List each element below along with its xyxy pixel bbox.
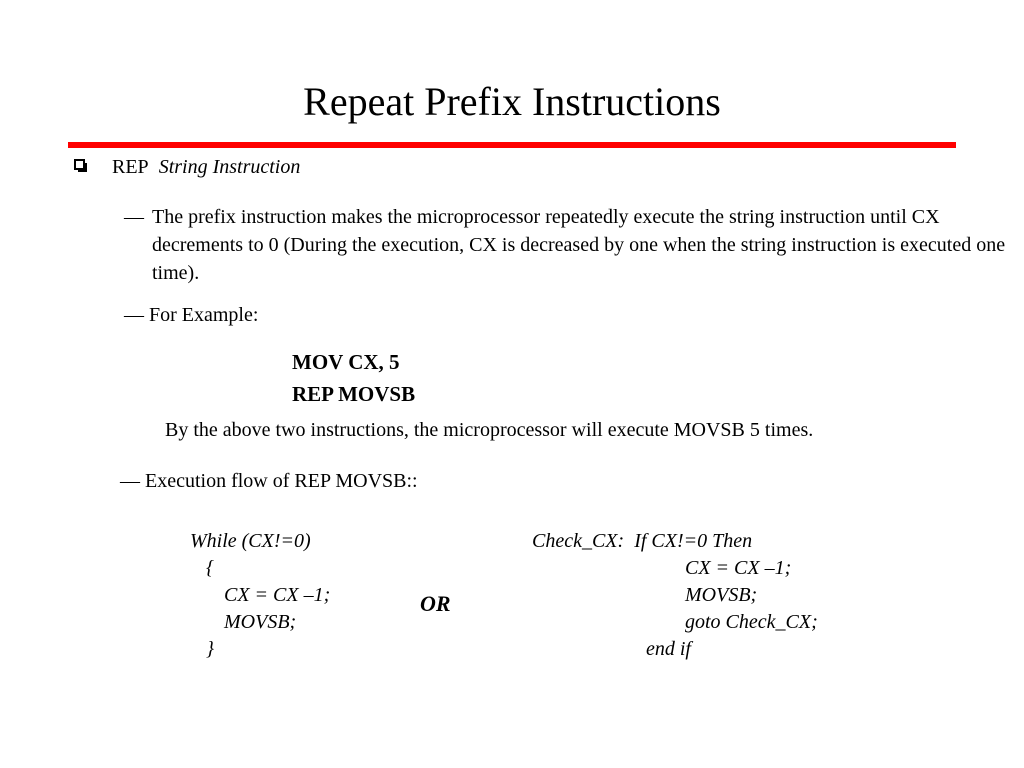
example-heading <box>124 302 258 328</box>
or-separator: OR <box>420 591 451 616</box>
slide-title: Repeat Prefix Instructions <box>303 79 721 124</box>
dash-marker: — <box>124 206 144 228</box>
flow-left-line: While (CX!=0) <box>190 530 311 552</box>
flow-right-line: Check_CX: If CX!=0 Then <box>532 530 753 552</box>
dash-marker: — <box>124 304 144 326</box>
bullet-rep-string-instruction <box>112 154 300 180</box>
flow-right-line: MOVSB; <box>685 584 758 606</box>
flow-left-line: MOVSB; <box>224 611 297 633</box>
description-text: The prefix instruction makes the microprocessor repeatedly execute the string instruction until CX decrements to 0 (During the execution, CX is decreased by one when the string instruction is executed one time). <box>152 206 1006 284</box>
example-note: By the above two instructions, the microprocessor will execute MOVSB 5 times. <box>165 419 814 441</box>
flow-left-line: CX = CX –1; <box>224 584 331 606</box>
bullet-keyword: REP <box>112 156 149 178</box>
bullet-italic-text: String Instruction <box>158 156 301 178</box>
flow-heading <box>120 468 418 494</box>
description-paragraph <box>124 203 1012 287</box>
flow-left-line: } <box>206 638 214 660</box>
flow-right-line: goto Check_CX; <box>685 611 818 633</box>
dash-marker: — <box>120 470 140 492</box>
example-code-line: MOV CX, 5 <box>292 350 400 374</box>
flow-right-line: end if <box>646 638 691 660</box>
flow-left-line: { <box>206 557 214 579</box>
title-underline <box>68 142 956 148</box>
checkbox-bullet-icon <box>74 159 85 170</box>
flow-label: Execution flow of REP MOVSB:: <box>145 470 418 492</box>
flow-right-line: CX = CX –1; <box>685 557 792 579</box>
example-label: For Example: <box>149 304 259 326</box>
example-code-line: REP MOVSB <box>292 382 416 406</box>
